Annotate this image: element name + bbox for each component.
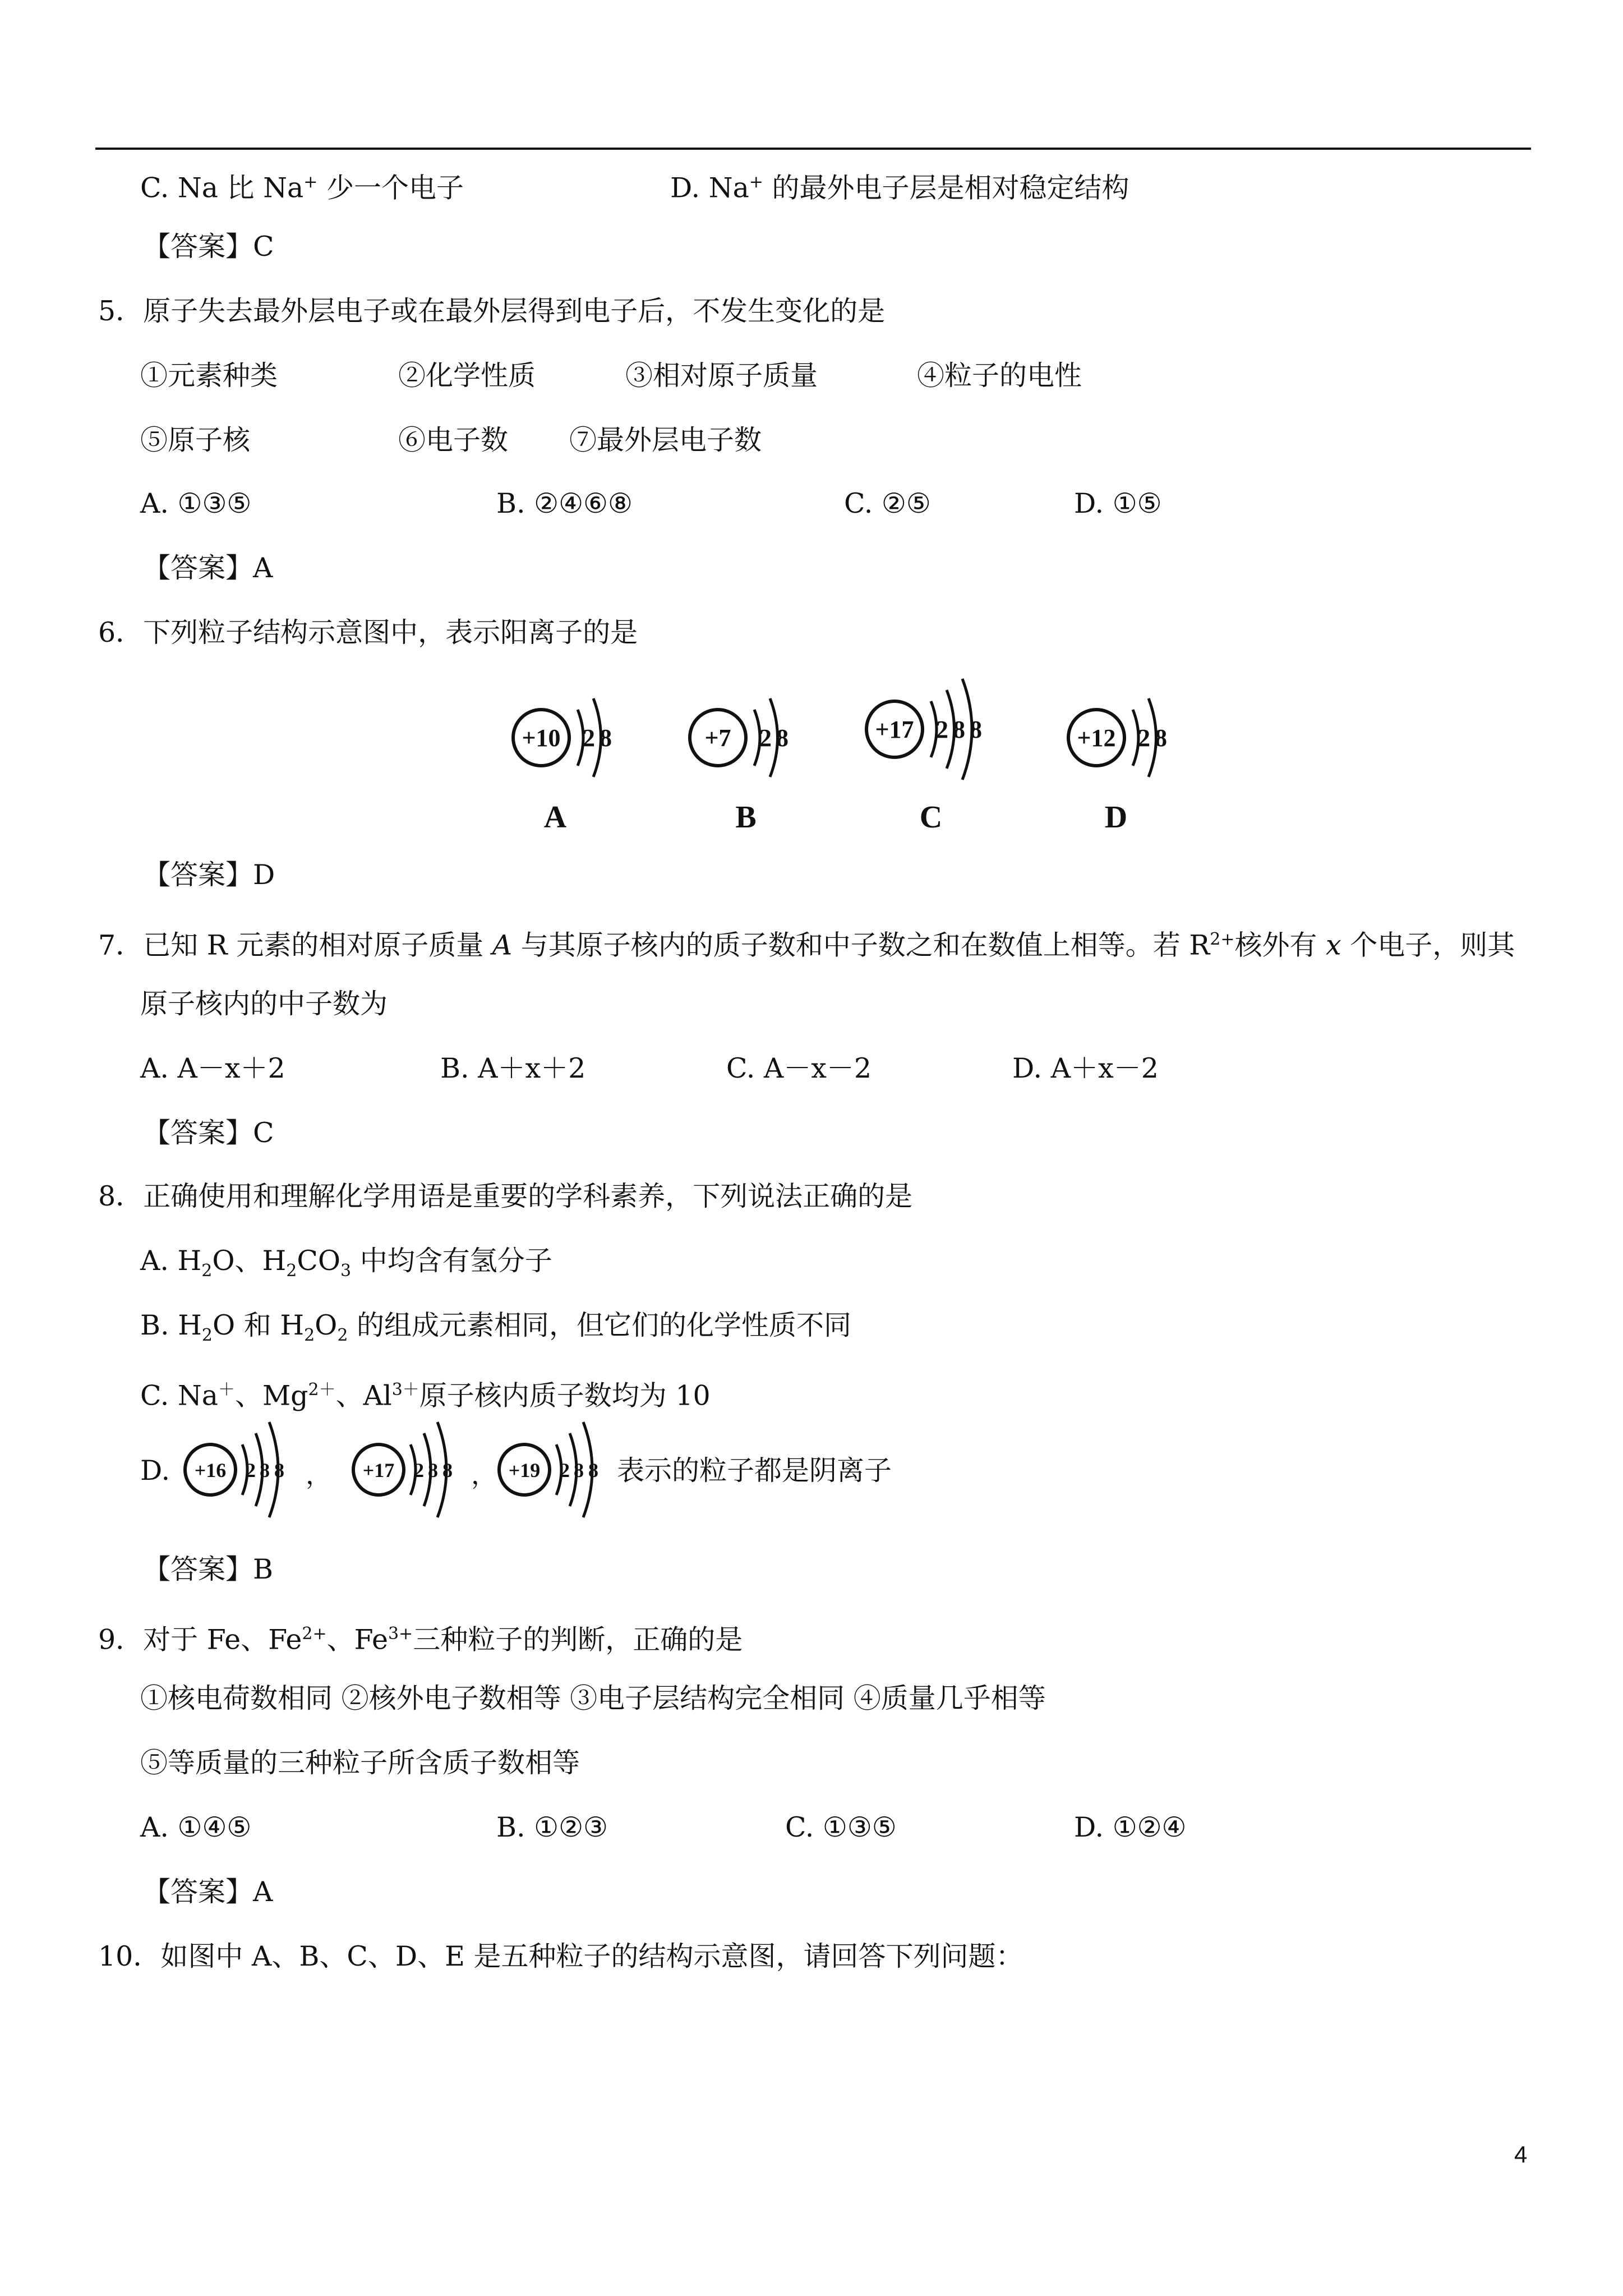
q8-diagram-3-nucleus: +19 (508, 1459, 541, 1481)
q8-diagram-3-shell-2: 8 (574, 1459, 584, 1481)
q8-option-b: B. $H_2O$ 和 $H_2O_2$ 的组成元素相同，但它们的化学性质不同 (140, 1309, 851, 1345)
q5-item-1: ①元素种类 (140, 360, 278, 392)
q8-option-d-suffix: 表示的粒子都是阴离子 (617, 1455, 892, 1487)
q6-diagram-c-nucleus: +17 (875, 716, 914, 743)
q5-option-c: C. ②⑤ (844, 487, 931, 519)
q6-diagram-d (1068, 698, 1167, 835)
q6-stem: 6．下列粒子结构示意图中，表示阳离子的是 (98, 616, 638, 648)
q4-option-c: C. Na 比 Na+ 少一个电子 (140, 172, 464, 204)
q6-diagram-a (513, 698, 612, 835)
q6-answer: 【答案】D (143, 859, 275, 891)
q5-item-3: ③相对原子质量 (625, 360, 818, 392)
q8-separator-1: ， (306, 1460, 331, 1490)
q8-diagram-3 (499, 1422, 598, 1517)
q8-diagram-1-shell-2: 8 (260, 1459, 270, 1481)
q5-item-4: ④粒子的电性 (917, 360, 1082, 392)
q5-option-b: B. ②④⑥⑧ (496, 487, 633, 519)
q6-diagram-c-shell-1: 2 (936, 716, 948, 743)
q6-structure-diagrams (494, 662, 1223, 847)
q5-answer: 【答案】A (143, 552, 273, 584)
q5-item-5: ⑤原子核 (140, 424, 251, 456)
q8-diagram-1-shell-3: 8 (274, 1459, 284, 1481)
q8-option-d-prefix: D. (140, 1455, 170, 1487)
q7-option-d: D. A＋x－2 (1012, 1052, 1159, 1084)
q6-diagram-c-shell-3: 8 (970, 716, 982, 743)
q7-option-b: B. A＋x＋2 (440, 1052, 586, 1084)
page-number: 4 (1514, 2141, 1528, 2168)
q8-diagram-3-shell-3: 8 (588, 1459, 598, 1481)
q8-separator-2: ， (471, 1460, 497, 1490)
q8-diagram-1-shell-1: 2 (246, 1459, 256, 1481)
q6-diagram-c-shell-2: 8 (953, 716, 965, 743)
q6-diagram-d-label: D (1104, 800, 1128, 835)
q6-diagram-b-nucleus: +7 (704, 724, 731, 752)
q6-diagram-a-shell-1: 2 (583, 724, 595, 752)
q5-item-7: ⑦最外层电子数 (569, 424, 762, 456)
q8-diagram-2 (353, 1422, 453, 1517)
q9-option-d: D. ①②④ (1074, 1811, 1187, 1843)
q6-diagram-a-shell-2: 8 (600, 724, 612, 752)
q8-diagram-2-shell-1: 2 (414, 1459, 424, 1481)
q8-option-a: A. $H_2O$、$H_2CO_3$ 中均含有氢分子 (140, 1245, 552, 1281)
q8-diagram-2-nucleus: +17 (362, 1459, 395, 1481)
q10-stem: 10．如图中 A、B、C、D、E 是五种粒子的结构示意图，请回答下列问题： (98, 1940, 1023, 1972)
q8-diagram-2-shell-3: 8 (442, 1459, 453, 1481)
q4-option-d: D. Na+ 的最外电子层是相对稳定结构 (670, 172, 1129, 204)
q9-option-c: C. ①③⑤ (785, 1811, 897, 1843)
q8-option-c: C. Na＋、$Mg^{2+}$、$Al^{3+}$原子核内质子数均为 10 (140, 1379, 711, 1412)
q6-diagram-c-label: C (919, 800, 943, 835)
q8-stem: 8．正确使用和理解化学用语是重要的学科素养，下列说法正确的是 (98, 1180, 913, 1212)
q7-answer: 【答案】C (143, 1117, 274, 1149)
q8-diagram-1-nucleus: +16 (194, 1459, 227, 1481)
q5-stem: 5．原子失去最外层电子或在最外层得到电子后，不发生变化的是 (98, 295, 886, 327)
q6-diagram-b-shell-2: 8 (776, 724, 789, 752)
q5-item-2: ②化学性质 (398, 360, 536, 392)
q8-answer: 【答案】B (143, 1553, 274, 1585)
q9-option-a: A. ①④⑤ (140, 1811, 252, 1843)
q6-diagram-a-label: A (543, 800, 567, 835)
q8-option-d-diagrams (179, 1414, 617, 1531)
q9-line-2: ⑤等质量的三种粒子所含质子数相等 (140, 1747, 580, 1779)
q6-diagram-b-shell-1: 2 (759, 724, 772, 752)
q4-answer: 【答案】C (143, 231, 274, 263)
q6-diagram-a-nucleus: +10 (522, 724, 561, 752)
q9-option-b: B. ①②③ (496, 1811, 608, 1843)
q5-option-d: D. ①⑤ (1074, 487, 1162, 519)
q7-option-a: A. A－x＋2 (140, 1052, 285, 1084)
q5-option-a: A. ①③⑤ (140, 487, 252, 519)
q8-diagram-3-shell-1: 2 (560, 1459, 570, 1481)
q6-diagram-c (866, 679, 982, 835)
q8-diagram-1 (185, 1422, 284, 1517)
q9-line-1: ①核电荷数相同 ②核外电子数相等 ③电子层结构完全相同 ④质量几乎相等 (140, 1682, 1046, 1714)
q6-diagram-d-nucleus: +12 (1077, 724, 1116, 752)
q7-stem-cont: 原子核内的中子数为 (140, 988, 388, 1020)
q9-stem: 9．对于 Fe、$Fe^{2+}$、$Fe^{3+}$三种粒子的判断，正确的是 (98, 1623, 743, 1656)
q6-diagram-d-shell-2: 8 (1155, 724, 1167, 752)
q7-option-c: C. A－x－2 (726, 1052, 872, 1084)
q6-diagram-b-label: B (735, 800, 757, 835)
header-rule (95, 148, 1531, 150)
q5-item-6: ⑥电子数 (398, 424, 509, 456)
q6-diagram-d-shell-1: 2 (1138, 724, 1150, 752)
q8-diagram-2-shell-2: 8 (428, 1459, 438, 1481)
q7-stem: 7．已知 R 元素的相对原子质量 A 与其原子核内的质子数和中子数之和在数值上相等。若 $R^{2+}$核外有 x 个电子，则其 (98, 929, 1515, 961)
q9-answer: 【答案】A (143, 1876, 273, 1908)
q6-diagram-b (690, 698, 789, 835)
